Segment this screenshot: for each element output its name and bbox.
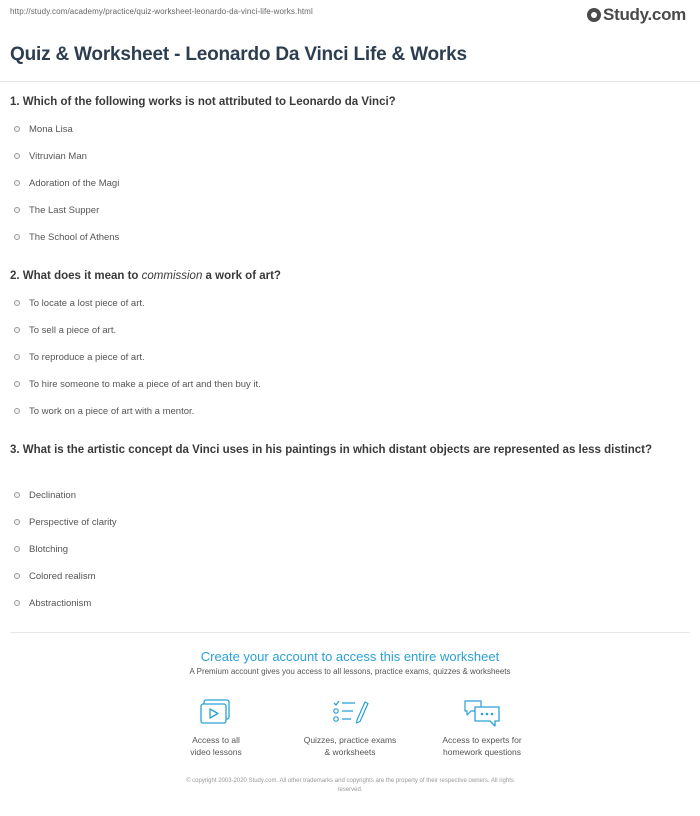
feature-label-line: Access to experts for xyxy=(442,735,522,745)
feature-label xyxy=(290,734,410,758)
answer-option[interactable] xyxy=(14,323,116,337)
answer-option[interactable] xyxy=(14,569,96,583)
title-section xyxy=(0,32,700,82)
feature-video-lessons xyxy=(156,698,276,758)
copyright-line: © copyright 2003-2020 Study.com. All other trademarks and copyrights are the property of their respective owners. All rights xyxy=(186,778,514,784)
feature-label-line: & worksheets xyxy=(324,747,376,757)
radio-button[interactable] xyxy=(14,207,20,213)
feature-label-line: Access to all xyxy=(192,735,240,745)
cta-subtitle: A Premium account gives you access to all lessons, practice exams, quizzes & worksheets xyxy=(189,667,511,676)
answer-option[interactable] xyxy=(14,122,73,136)
answer-option[interactable] xyxy=(14,230,119,244)
page-title: Quiz & Worksheet - Leonardo Da Vinci Life & Works xyxy=(10,44,467,65)
question-3: 3. What is the artistic concept da Vinci uses in his paintings in which distant objects are represented as less distinct? xyxy=(10,444,653,456)
chat-bubble-icon xyxy=(462,698,502,728)
study-logo-text: Study.com xyxy=(603,5,686,24)
radio-button[interactable] xyxy=(14,573,20,579)
radio-button[interactable] xyxy=(14,354,20,360)
answer-option[interactable] xyxy=(14,515,117,529)
answer-option-label: Colored realism xyxy=(29,570,96,582)
copyright-footer xyxy=(130,777,570,795)
create-account-link[interactable]: Create your account to access this entire worksheet xyxy=(200,649,500,664)
answer-option[interactable] xyxy=(14,377,261,391)
radio-button[interactable] xyxy=(14,519,20,525)
header-bar xyxy=(0,0,700,30)
answer-option[interactable] xyxy=(14,203,99,217)
feature-label xyxy=(422,734,542,758)
radio-button[interactable] xyxy=(14,408,20,414)
copyright-line: reserved. xyxy=(337,787,363,793)
answer-option-label: Vitruvian Man xyxy=(29,150,87,162)
radio-button[interactable] xyxy=(14,492,20,498)
study-logo[interactable] xyxy=(587,4,686,26)
answer-option[interactable] xyxy=(14,488,76,502)
question-1: 1. Which of the following works is not attributed to Leonardo da Vinci? xyxy=(10,96,396,108)
question-2 xyxy=(10,268,685,285)
answer-option-label: The Last Supper xyxy=(29,204,100,216)
answer-option[interactable] xyxy=(14,596,91,610)
radio-button[interactable] xyxy=(14,327,20,333)
feature-label xyxy=(156,734,276,758)
answer-option[interactable] xyxy=(14,404,194,418)
answer-option-label: To hire someone to make a piece of art and then buy it. xyxy=(29,378,261,390)
question-2-emphasis: commission xyxy=(141,270,203,282)
answer-option-label: Mona Lisa xyxy=(29,123,73,135)
answer-option-label: To locate a lost piece of art. xyxy=(29,297,145,309)
answer-option-label: The School of Athens xyxy=(29,231,120,243)
video-lessons-icon xyxy=(199,698,233,728)
radio-button[interactable] xyxy=(14,126,20,132)
radio-button[interactable] xyxy=(14,180,20,186)
answer-option-label: Blotching xyxy=(29,543,69,555)
question-2-text-after: a work of art? xyxy=(202,270,281,282)
feature-label-line: homework questions xyxy=(443,747,521,757)
feature-label-line: video lessons xyxy=(190,747,242,757)
answer-option[interactable] xyxy=(14,296,145,310)
answer-option[interactable] xyxy=(14,350,145,364)
question-2-text-before: 2. What does it mean to xyxy=(10,270,142,282)
feature-quizzes xyxy=(290,698,410,758)
answer-option-label: To reproduce a piece of art. xyxy=(29,351,145,363)
answer-option-label: Adoration of the Magi xyxy=(29,177,120,189)
divider xyxy=(10,632,690,633)
quiz-checklist-icon xyxy=(331,698,369,728)
answer-option-label: To sell a piece of art. xyxy=(29,324,117,336)
page-url: http://study.com/academy/practice/quiz-worksheet-leonardo-da-vinci-life-works.html xyxy=(10,7,313,16)
answer-option[interactable] xyxy=(14,176,119,190)
radio-button[interactable] xyxy=(14,234,20,240)
answer-option-label: To work on a piece of art with a mentor. xyxy=(29,405,195,417)
answer-option[interactable] xyxy=(14,542,68,556)
feature-label-line: Quizzes, practice exams xyxy=(303,735,397,745)
radio-button[interactable] xyxy=(14,300,20,306)
answer-option-label: Declination xyxy=(29,489,76,501)
radio-button[interactable] xyxy=(14,546,20,552)
radio-button[interactable] xyxy=(14,153,20,159)
radio-button[interactable] xyxy=(14,381,20,387)
study-logo-icon xyxy=(587,8,601,22)
radio-button[interactable] xyxy=(14,600,20,606)
answer-option[interactable] xyxy=(14,149,87,163)
feature-experts xyxy=(422,698,542,758)
answer-option-label: Perspective of clarity xyxy=(29,516,117,528)
answer-option-label: Abstractionism xyxy=(29,597,92,609)
